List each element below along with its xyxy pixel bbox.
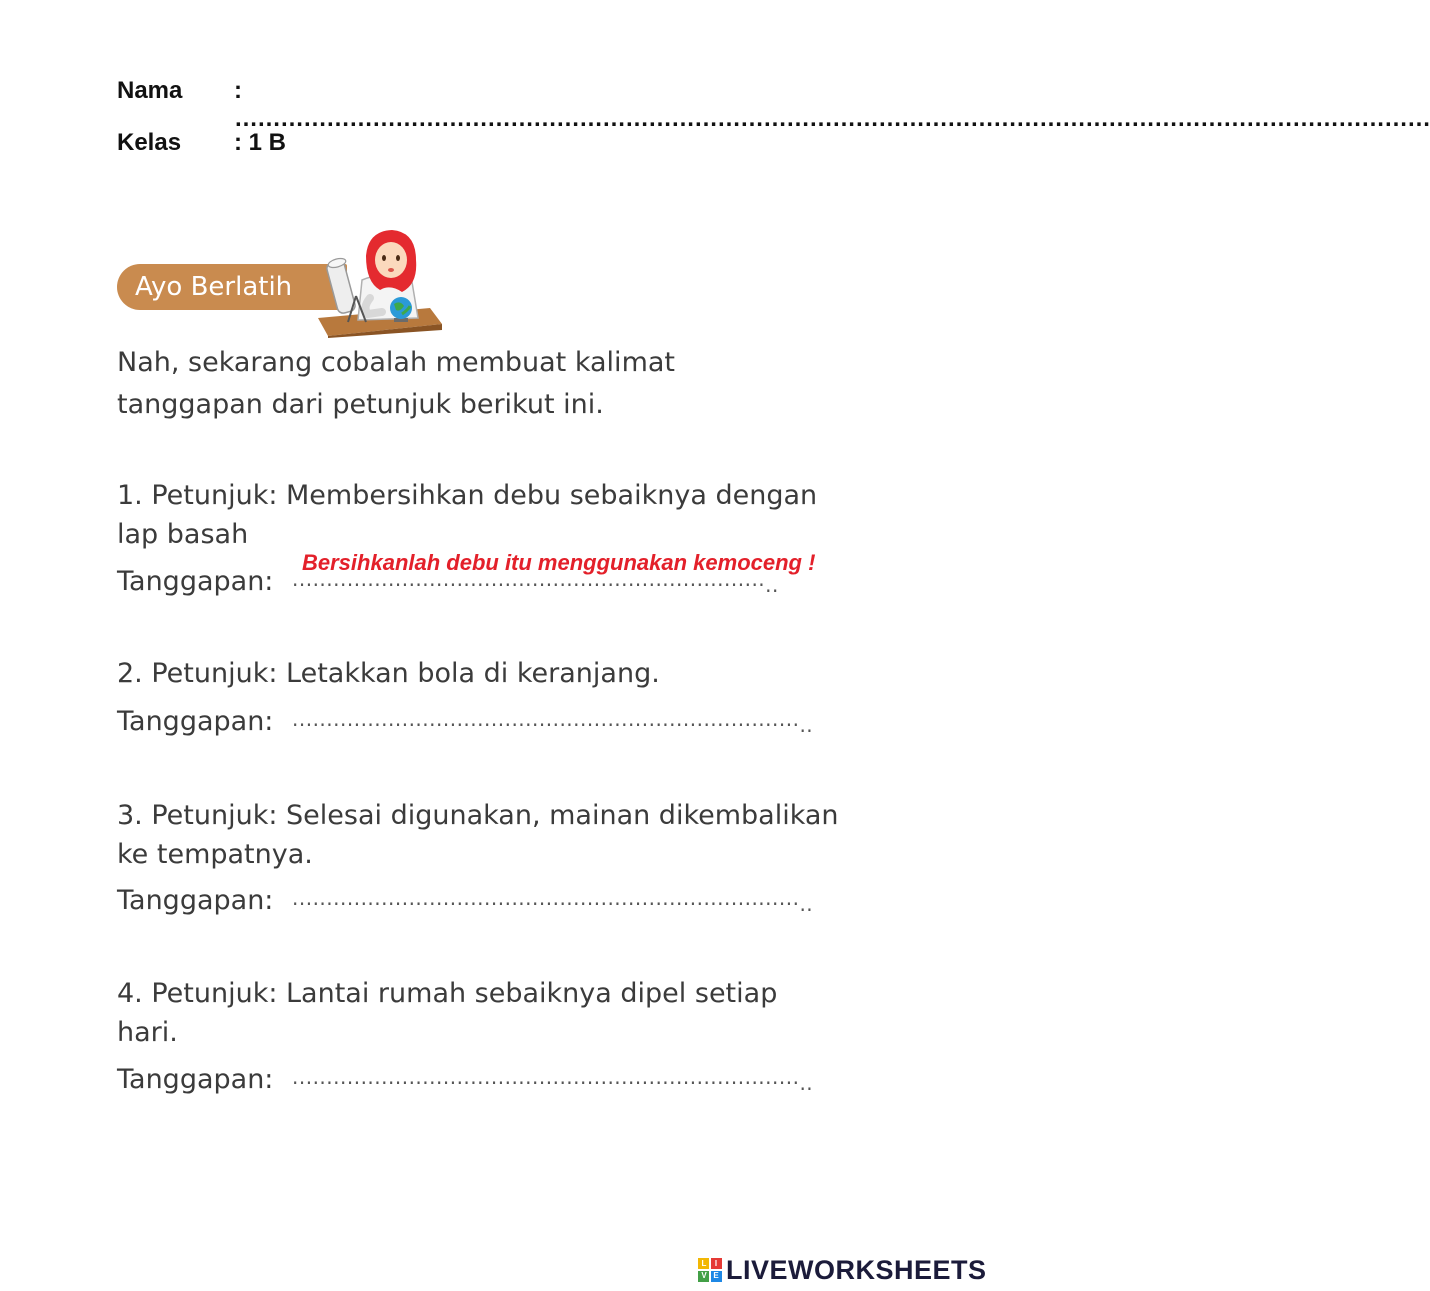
item-1-answer-input[interactable]: Bersihkanlah debu itu menggunakan kemoceng ! xyxy=(302,550,816,575)
class-label: Kelas xyxy=(117,129,182,156)
ayo-berlatih-banner: Ayo Berlatih xyxy=(117,264,347,310)
name-label: Nama xyxy=(117,77,183,104)
item-1-response-label: Tanggapan: xyxy=(117,566,274,597)
item-2-answer-input[interactable]: ··········································································.. xyxy=(292,713,814,737)
logo-letter: E xyxy=(713,1271,719,1280)
item-3-answer-input[interactable]: ··········································································.. xyxy=(292,892,814,916)
item-3-line-2: ke tempatnya. xyxy=(117,839,313,870)
instruction-line-1: Nah, sekarang cobalah membuat kalimat xyxy=(117,347,675,378)
item-1-line-1: 1. Petunjuk: Membersihkan debu sebaiknya dengan xyxy=(117,480,818,511)
logo-letter: L xyxy=(701,1259,707,1268)
logo-letter: I xyxy=(714,1259,718,1268)
item-2-line-1: 2. Petunjuk: Letakkan bola di keranjang. xyxy=(117,658,660,689)
liveworksheets-logo-text: LIVEWORKSHEETS xyxy=(726,1255,987,1285)
item-3-response-label: Tanggapan: xyxy=(117,885,274,916)
item-4-line-2: hari. xyxy=(117,1017,178,1048)
name-field[interactable]: : ………………………………………………………………………………………………………………………………………… xyxy=(234,77,1430,132)
girl-studying-illustration xyxy=(310,226,445,338)
item-2-response-label: Tanggapan: xyxy=(117,706,274,737)
rolled-paper-icon xyxy=(326,260,357,315)
logo-icon-letters xyxy=(698,1258,722,1282)
class-value: : 1 B xyxy=(234,129,287,156)
instruction-line-2: tanggapan dari petunjuk berikut ini. xyxy=(117,389,604,420)
item-1-dotted-line: ·····································································.. xyxy=(292,573,779,597)
item-1-line-2: lap basah xyxy=(117,519,249,550)
logo-letter: V xyxy=(701,1271,707,1280)
item-4-answer-input[interactable]: ··········································································.. xyxy=(292,1071,814,1095)
item-4-line-1: 4. Petunjuk: Lantai rumah sebaiknya dipel setiap xyxy=(117,978,778,1009)
item-4-response-label: Tanggapan: xyxy=(117,1064,274,1095)
item-3-line-1: 3. Petunjuk: Selesai digunakan, mainan dikembalikan xyxy=(117,800,839,831)
